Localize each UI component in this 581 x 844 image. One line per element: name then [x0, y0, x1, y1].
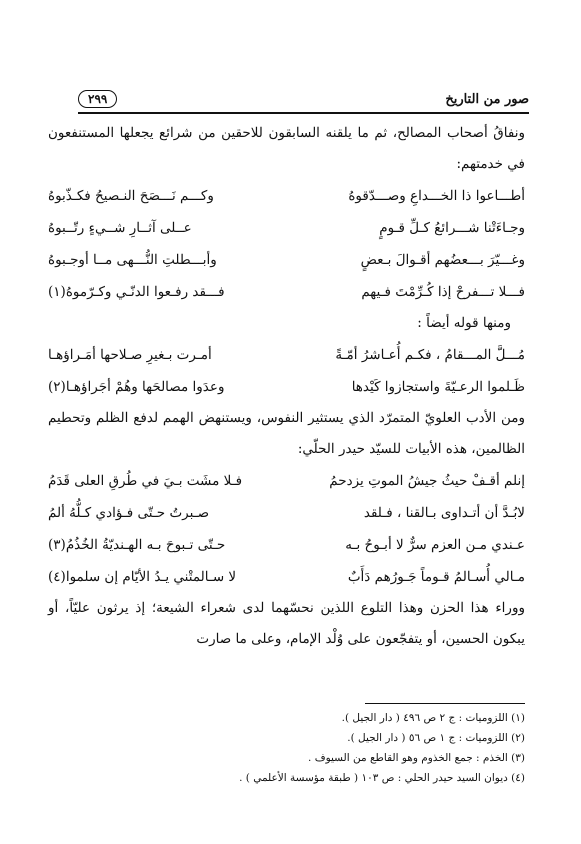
verse-first-hemistich: مـالي أُسـالمُ قـوماً جَـورُهم دَأَبٌ — [347, 569, 525, 585]
footnotes — [105, 708, 525, 788]
verse-line — [48, 180, 525, 212]
verse-first-hemistich: فـــلا تـــفرحْ إذا كُـرِّمْتَ فـيهم — [361, 284, 525, 300]
verse-second-hemistich: أمـرت بـغيرِ صـلاحها أمَـراؤهـا — [48, 347, 212, 363]
verse-line — [48, 339, 525, 371]
verse-line — [48, 529, 525, 561]
verse-line — [48, 497, 525, 529]
paragraph-2: ومن الأدب العلويّ المتمرّد الذي يستثير النفوس، ويستنهض الهمم لدفع الظلم وتحطيم الظالمين، هذه الأبيات للسيّد حيدر الحلّي: — [48, 410, 525, 457]
verse-second-hemistich: وعدَوا مصالحَها وهُمْ أجَراؤهـا(٢) — [48, 379, 225, 395]
verse-first-hemistich: عـندي مـن العزم سرٌّ لا أبـوحُ بـه — [345, 537, 525, 553]
page-body — [48, 118, 525, 655]
verse-line — [48, 371, 525, 403]
verse-line — [48, 212, 525, 244]
verse-line — [48, 276, 525, 308]
poem-2-intro: ومنها قوله أيضاً : — [417, 315, 511, 331]
verse-first-hemistich: وغـــيّرَ بـــعضُهم أقـوالَ بـعضٍ — [360, 252, 525, 268]
verse-first-hemistich: لابُـدَّ أن أتـداوى بـالقنا ، فـلقد — [363, 505, 525, 521]
verse-second-hemistich: وكـــم نَـــصَحَ النـصيحُ فكـذّبوهُ — [48, 188, 214, 204]
footnote: (٢) اللزوميات : ج ١ ص ٥٦ ( دار الجيل ). — [347, 732, 525, 744]
verse-second-hemistich: فـــقد رفـعوا الدنّـي وكـرّموهُ(١) — [48, 284, 225, 300]
poem-3 — [48, 465, 525, 593]
verse-line — [48, 465, 525, 497]
verse-second-hemistich: فـلا مشَت بـيَ في طُرقِ العلى قَدَمُ — [48, 473, 243, 489]
page-header — [78, 86, 529, 114]
footnote: (٤) ديوان السيد حيدر الحلي : ص ١٠٣ ( طبقة مؤسسة الأعلمي ) . — [239, 772, 525, 784]
verse-second-hemistich: عــلى آثــارِ شــيءٍ رتّــبوهُ — [48, 220, 192, 236]
paragraph-1: ونفاقُ أصحاب المصالح، ثم ما يلقنه السابقون للاحقين من شرائع يجعلها المستنفعون في خدمتهم: — [48, 125, 525, 172]
poem-1 — [48, 180, 525, 308]
footnote: (٣) الخذم : جمع الخذوم وهو القاطع من السيوف . — [308, 752, 525, 764]
verse-first-hemistich: وجـاءَتْنا شـــرائعُ كـلِّ قـومٍ — [379, 220, 525, 236]
verse-second-hemistich: صـبرتُ حـتّى فـؤادي كـلُّهُ ألمُ — [48, 505, 210, 521]
footnote-divider — [365, 703, 525, 704]
verse-line — [48, 561, 525, 593]
verse-second-hemistich: وأبـــطلتِ النُّـــهى مــا أوجـبوهُ — [48, 252, 217, 268]
poem-2 — [48, 339, 525, 403]
verse-second-hemistich: حـتّى تـبوحَ بـه الهـنديّةُ الخُذُمُ(٣) — [48, 537, 226, 553]
verse-first-hemistich: إنلم أقـفْ حيثُ جيشُ الموتِ يزدحمُ — [329, 473, 525, 489]
verse-line — [48, 244, 525, 276]
page-number: ٢٩٩ — [78, 90, 117, 108]
verse-first-hemistich: ظَـلموا الرعـيّةَ واستجازوا كَيْدها — [351, 379, 525, 395]
paragraph-3: ووراء هذا الحزن وهذا التلوع اللذين نحسّهما لدى شعراء الشيعة؛ إذ يرثون عليّاً، أو يبكون الحسين، أو يتفجّعون على وُلْد الإمام، وعلى ما صارت — [48, 600, 525, 647]
verse-first-hemistich: أطـــاعوا ذا الخـــداعِ وصـــدّقوهُ — [348, 188, 525, 204]
verse-first-hemistich: مُـــلَّ المـــقامُ ، فكـم أُعـاشرُ أمّـةً — [335, 347, 525, 363]
verse-second-hemistich: لا سـالمتْني يـدُ الأيّام إن سلموا(٤) — [48, 569, 237, 585]
running-title: صور من التاريخ — [445, 91, 529, 107]
footnote: (١) اللزوميات : ج ٢ ص ٤٩٦ ( دار الجيل ). — [341, 712, 525, 724]
